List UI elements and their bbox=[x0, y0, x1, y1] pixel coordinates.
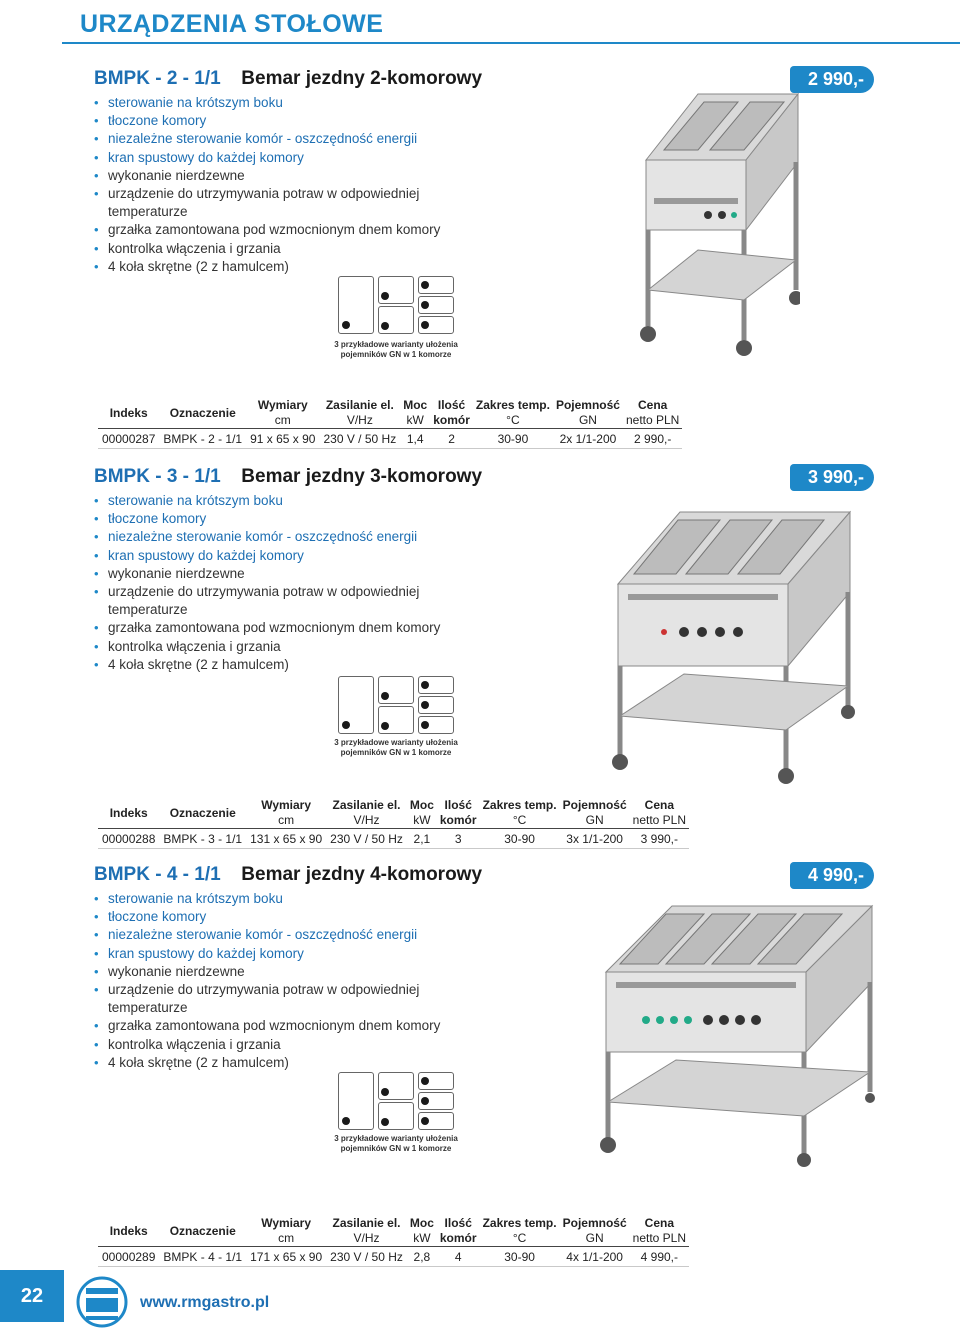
feature-item: • tłoczone komory bbox=[94, 112, 494, 130]
feature-item: • grzałka zamontowana pod wzmocnionym dnem komory bbox=[94, 1017, 494, 1035]
col-ilosc: Ilość bbox=[444, 798, 472, 812]
feature-item: • kran spustowy do każdej komory bbox=[94, 547, 494, 565]
col-oznaczenie: Oznaczenie bbox=[159, 398, 246, 429]
feature-item: • urządzenie do utrzymywania potraw w odpowiedniej bbox=[94, 981, 494, 999]
col-indeks: Indeks bbox=[98, 798, 159, 829]
product-photo-bemar-4 bbox=[586, 902, 876, 1168]
gn-caption: 3 przykładowe warianty ułożenia pojemników GN w 1 komorze bbox=[334, 738, 458, 757]
feature-list bbox=[94, 492, 494, 674]
col-ilosc: Ilość bbox=[437, 398, 466, 412]
feature-item: • grzałka zamontowana pod wzmocnionym dnem komory bbox=[94, 619, 494, 637]
col-moc: Moc bbox=[409, 798, 434, 812]
col-pojemnosc: Pojemność bbox=[555, 398, 620, 412]
feature-item: • wykonanie nierdzewne bbox=[94, 963, 494, 981]
feature-item: • urządzenie do utrzymywania potraw w odpowiedniej bbox=[94, 185, 494, 203]
col-moc: Moc bbox=[409, 1216, 434, 1230]
product-name: Bemar jezdny 4-komorowy bbox=[241, 864, 483, 885]
feature-list bbox=[94, 890, 494, 1072]
feature-item: • kontrolka włączenia i grzania bbox=[94, 240, 494, 258]
col-zakres: Zakres temp. bbox=[482, 1216, 557, 1230]
feature-item: • niezależne sterowanie komór - oszczędność energii bbox=[94, 130, 494, 148]
price-badge: 2 990,- bbox=[790, 66, 874, 93]
feature-item: • niezależne sterowanie komór - oszczędność energii bbox=[94, 528, 494, 546]
spec-table: Indeks Oznaczenie Wymiary Zasilanie el. Moc Ilość Zakres temp. Pojemność Cena cm V/Hz kW komór °C GN netto PLN 00000289 BMPK - 4 - 1/1 171 x 65 x 90 230 V / 50 Hz 2,8 4 30-90 4x 1/1-200 4 990,- bbox=[98, 1216, 689, 1267]
product-photo-bemar-3 bbox=[584, 506, 864, 786]
table-row: 00000288 BMPK - 3 - 1/1 131 x 65 x 90 230 V / 50 Hz 2,1 3 30-90 3x 1/1-200 3 990,- bbox=[98, 829, 689, 849]
col-zasilanie: Zasilanie el. bbox=[332, 798, 401, 812]
col-cena: Cena bbox=[637, 398, 668, 412]
gn-caption: 3 przykładowe warianty ułożenia pojemników GN w 1 komorze bbox=[334, 340, 458, 359]
product-code: BMPK - 4 - 1/1 bbox=[94, 864, 221, 885]
col-wymiary: Wymiary bbox=[261, 798, 312, 812]
price-badge: 3 990,- bbox=[790, 464, 874, 491]
gn-layout-illustration bbox=[338, 676, 458, 742]
feature-item: • sterowanie na krótszym boku bbox=[94, 94, 494, 112]
feature-item: • kran spustowy do każdej komory bbox=[94, 945, 494, 963]
gn-caption: 3 przykładowe warianty ułożenia pojemników GN w 1 komorze bbox=[334, 1134, 458, 1153]
col-pojemnosc: Pojemność bbox=[562, 1216, 627, 1230]
spec-table: Indeks Oznaczenie Wymiary Zasilanie el. Moc Ilość Zakres temp. Pojemność Cena cm V/Hz kW komór °C GN netto PLN 00000288 BMPK - 3 - 1/1 131 x 65 x 90 230 V / 50 Hz 2,1 3 30-90 3x 1/1-200 3 990,- bbox=[98, 798, 689, 849]
feature-item: • tłoczone komory bbox=[94, 510, 494, 528]
col-zasilanie: Zasilanie el. bbox=[332, 1216, 401, 1230]
product-code: BMPK - 2 - 1/1 bbox=[94, 68, 221, 89]
feature-item: • sterowanie na krótszym boku bbox=[94, 890, 494, 908]
col-pojemnosc: Pojemność bbox=[562, 798, 627, 812]
feature-item: • sterowanie na krótszym boku bbox=[94, 492, 494, 510]
product-heading bbox=[94, 68, 482, 90]
title-divider bbox=[62, 42, 960, 44]
feature-item: • 4 koła skrętne (2 z hamulcem) bbox=[94, 1054, 494, 1072]
col-wymiary: Wymiary bbox=[261, 1216, 312, 1230]
feature-item: • urządzenie do utrzymywania potraw w odpowiedniej bbox=[94, 583, 494, 601]
col-cena: Cena bbox=[644, 798, 674, 812]
price-badge: 4 990,- bbox=[790, 862, 874, 889]
table-row: 00000287 BMPK - 2 - 1/1 91 x 65 x 90 230 V / 50 Hz 1,4 2 30-90 2x 1/1-200 2 990,- bbox=[98, 429, 682, 449]
feature-item: • wykonanie nierdzewne bbox=[94, 565, 494, 583]
feature-item: • 4 koła skrętne (2 z hamulcem) bbox=[94, 656, 494, 674]
gn-layout-illustration bbox=[338, 1072, 458, 1138]
product-heading bbox=[94, 466, 482, 488]
col-zasilanie: Zasilanie el. bbox=[325, 398, 394, 412]
feature-item: • grzałka zamontowana pod wzmocnionym dnem komory bbox=[94, 221, 494, 239]
spec-table: Indeks Oznaczenie Wymiary Zasilanie el. Moc Ilość Zakres temp. Pojemność Cena cm V/Hz kW komór °C GN netto PLN 00000287 BMPK - 2 - 1/1 91 x 65 x 90 230 V / 50 Hz 1,4 2 30-90 2x 1/1-200 2 990,- bbox=[98, 398, 682, 449]
product-photo-bemar-2 bbox=[618, 90, 800, 362]
feature-item: • niezależne sterowanie komór - oszczędność energii bbox=[94, 926, 494, 944]
col-indeks: Indeks bbox=[98, 1216, 159, 1247]
feature-item-continued: temperaturze bbox=[108, 1000, 188, 1016]
col-wymiary: Wymiary bbox=[257, 398, 308, 412]
product-name: Bemar jezdny 2-komorowy bbox=[241, 68, 483, 89]
table-row: 00000289 BMPK - 4 - 1/1 171 x 65 x 90 230 V / 50 Hz 2,8 4 30-90 4x 1/1-200 4 990,- bbox=[98, 1247, 689, 1267]
col-zakres: Zakres temp. bbox=[475, 398, 550, 412]
feature-item: • kontrolka włączenia i grzania bbox=[94, 1036, 494, 1054]
gn-layout-illustration bbox=[338, 276, 458, 342]
website-link[interactable]: www.rmgastro.pl bbox=[140, 1294, 270, 1311]
page-number: 22 bbox=[0, 1270, 64, 1322]
col-ilosc: Ilość bbox=[444, 1216, 472, 1230]
feature-item: • 4 koła skrętne (2 z hamulcem) bbox=[94, 258, 494, 276]
page-title: URZĄDZENIA STOŁOWE bbox=[80, 10, 384, 38]
col-oznaczenie: Oznaczenie bbox=[159, 798, 246, 829]
col-oznaczenie: Oznaczenie bbox=[159, 1216, 246, 1247]
product-heading bbox=[94, 864, 482, 886]
col-indeks: Indeks bbox=[98, 398, 159, 429]
rm-gastro-logo-icon bbox=[74, 1276, 130, 1328]
feature-item: • kontrolka włączenia i grzania bbox=[94, 638, 494, 656]
col-moc: Moc bbox=[403, 398, 428, 412]
col-cena: Cena bbox=[644, 1216, 674, 1230]
product-code: BMPK - 3 - 1/1 bbox=[94, 466, 221, 487]
feature-list bbox=[94, 94, 494, 276]
col-zakres: Zakres temp. bbox=[482, 798, 557, 812]
feature-item: • tłoczone komory bbox=[94, 908, 494, 926]
feature-item-continued: temperaturze bbox=[108, 204, 188, 220]
product-name: Bemar jezdny 3-komorowy bbox=[241, 466, 483, 487]
feature-item-continued: temperaturze bbox=[108, 602, 188, 618]
feature-item: • wykonanie nierdzewne bbox=[94, 167, 494, 185]
feature-item: • kran spustowy do każdej komory bbox=[94, 149, 494, 167]
